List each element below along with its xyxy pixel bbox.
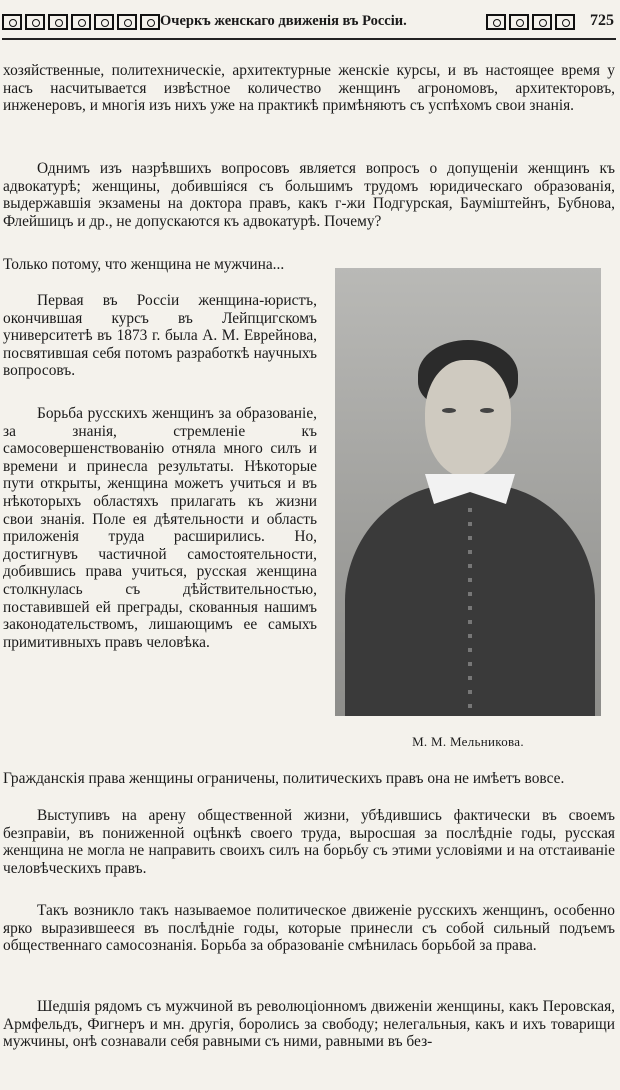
paragraph-civil-rights: Гражданскія права женщины ограничены, политическихъ правъ она не имѣетъ вовсе. xyxy=(3,770,565,787)
paragraph-political-movement: Такъ возникло такъ называемое политическое движеніе русскихъ женщинъ, особенно ярко выразившееся въ послѣдніе годы, которые принесли съ собой сильный подъемъ общественнаго самосознанія. Борьба за образованіе смѣнилась борьбой за права. xyxy=(3,902,615,955)
running-header xyxy=(0,0,620,40)
ornament-right-icon xyxy=(486,14,575,32)
paragraph-public-life: Выступивъ на арену общественной жизни, убѣдившись фактически въ своемъ безправіи, въ пониженной оцѣнкѣ своего труда, выросшая за послѣдніе годы, русская женщина не могла не направить своихъ силъ на борьбу съ этими условіями и на отстаиваніе человѣческихъ правъ. xyxy=(3,807,615,877)
paragraph-advocacy-end: Только потому, что женщина не мужчина... xyxy=(3,256,285,273)
ornament-left-icon xyxy=(2,14,160,32)
paragraph-revolutionary: Шедшія рядомъ съ мужчиной въ революціонномъ движеніи женщины, какъ Перовская, Армфельдъ, Фигнеръ и мн. другія, боролись за свободу; нелегальныя, какъ и ихъ товарищи мужчины, онѣ сознавали себя равными съ ними, равными въ без- xyxy=(3,998,615,1051)
header-rule xyxy=(2,38,616,40)
running-title: Очеркъ женскаго движенія въ Россіи. xyxy=(160,13,407,29)
paragraph-advocacy: Однимъ изъ назрѣвшихъ вопросовъ является вопросъ о допущеніи женщинъ къ адвокатурѣ; женщины, добившіяся съ большимъ трудомъ юридическаго образованія, выдержавшія экзамены на доктора правъ, какъ г-жи Подгурская, Бауміштейнъ, Бубнова, Флейшицъ и др., не допускаются къ адвокатурѣ. Почему? xyxy=(3,160,615,230)
page-number: 725 xyxy=(590,12,614,29)
paragraph-continuation: хозяйственные, политехническіе, архитектурные женскіе курсы, и въ настоящее время у насъ насчитывается извѣстное количество женщинъ агрономовъ, архитекторовъ, инженеровъ, и многія изъ нихъ уже на практикѣ примѣняютъ съ успѣхомъ свои знанія. xyxy=(3,62,615,115)
portrait-photo xyxy=(335,268,601,716)
paragraph-struggle: Борьба русскихъ женщинъ за образованіе, за знанія, стремленіе къ самосовершенствованію отняла много силъ и времени и принесла результаты. Нѣкоторые пути открыты, женщина можетъ учиться и въ нѣкоторыхъ областяхъ прилагать къ жизни свои знанія. Поле ея дѣятельности и область приложенія труда расширились. Но, достигнувъ частичной самостоятельности, добившись права учиться, русская женщина столкнулась съ дѣйствительностью, поставившей ей преграды, скованныя нашимъ законодательствомъ, лишающимъ ее самыхъ примитивныхъ правъ человѣка. xyxy=(3,405,317,651)
paragraph-first-jurist: Первая въ Россіи женщина-юристъ, окончившая курсъ въ Лейпцигскомъ университетѣ въ 1873 г. была А. М. Еврейнова, посвятившая себя потомъ разработкѣ научныхъ вопросовъ. xyxy=(3,292,317,380)
photo-caption: М. М. Мельникова. xyxy=(412,734,524,749)
